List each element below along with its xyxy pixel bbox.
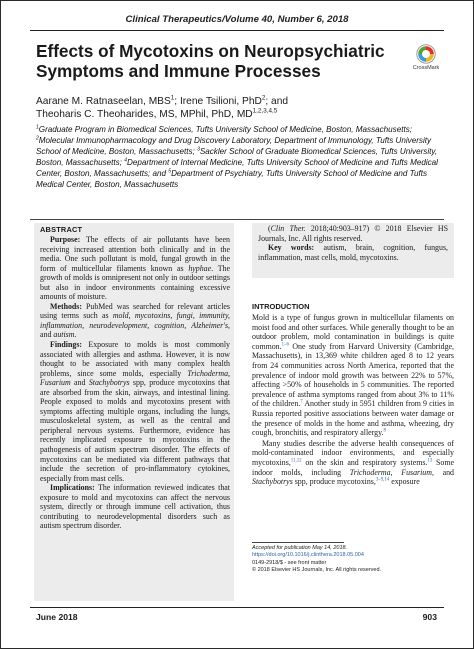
keywords-text: autism, brain, cognition, fungus, inflammation, mast cells, mold, mycotoxins. [258, 243, 448, 262]
affil-sup: 3 [197, 146, 200, 153]
doi-link[interactable]: https://doi.org/10.1016/j.clinthera.2018.05.004 [252, 552, 364, 559]
affiliation: Department of Psychiatry, Tufts University School of Medicine and Tufts Medical Center, Boston, Massachusetts [36, 169, 428, 189]
intro-text: , and [431, 467, 455, 477]
findings-italic-2: Stachybotrys [88, 378, 130, 388]
citation-text: 2018;40:903–917) © 2018 Elsevier HS Journals, Inc. All rights reserved. [258, 224, 448, 243]
intro-text: spp, produce mycotoxins, [292, 477, 376, 487]
crossmark-label: CrossMark [412, 65, 440, 71]
article-title: Effects of Mycotoxins on Neuropsychiatric Symptoms and Immune Processes [36, 41, 385, 81]
findings-text-3: spp, produce mycotoxins that are absorbed from the skin, airways, and intestinal lining. People exposed to molds and mycotoxins present with symptoms affecting multiple organs, including the lungs, musculoskeletal system, as well as the central and peripheral nervous systems. Furthermore, evidence has recently implicated exposure to mycotoxins in the pathogenesis of autism spectrum disorder. The effects of mycotoxins can be mediated via different pathways that include the secretion of pro-inflammatory cytokines, especially from mast cells. [40, 378, 230, 483]
affil-sup: 1 [36, 124, 39, 131]
affiliation: Molecular Immunopharmacology and Drug Discovery Laboratory, Department of Immunology, Tufts University School of Medicine, Boston, Massachusetts; [36, 136, 432, 156]
abstract-box-continued [252, 223, 454, 278]
affil-sup: 4 [124, 157, 127, 164]
crossmark-icon [416, 44, 436, 64]
author-affil-sup: 2 [261, 94, 266, 102]
affiliations [36, 124, 448, 190]
intro-text: Mold is a type of fungus grown in multicellular filaments on moist food and other surfaces. While generally thought to be an outdoor problem, mold contamination in buildings is quite common. [252, 313, 454, 351]
intro-text: Another study in 5951 children from 9 cities in Russia reported positive associations between water damage or the presence of molds in the home and asthma, wheezing, dry cough, bronchitis, and respiratory allergy. [252, 399, 454, 438]
crossmark-badge[interactable] [410, 44, 442, 71]
citation-line [258, 224, 448, 243]
keywords-label: Key words: [268, 243, 315, 253]
methods-italic-2: autism [53, 330, 75, 340]
accepted-date: Accepted for publication May 14, 2018. [252, 545, 348, 551]
abstract-methods [40, 302, 230, 340]
header-rule [30, 30, 444, 31]
intro-italic: Trichoderma, Fusarium [349, 467, 432, 477]
methods-text-2: , and [40, 320, 230, 340]
copyright-line: © 2018 Elsevier HS Journals, Inc. All rights reserved. [252, 566, 382, 573]
issue-date: June 2018 [36, 612, 78, 622]
intro-text: One study from Harvard University (Cambridge, Massachusetts), in 13,369 white children aged 8 to 12 years from 24 communities across North America, reported that the prevalence of indoor mold growth was between 22% to 57%, affecting >50% of households in 5 communities. The reported prevalence of asthma symptoms ranged from about 3% to 11% of the children. [252, 341, 454, 409]
implications-label: Implications: [50, 483, 95, 493]
abstract-purpose [40, 235, 230, 302]
footer-rule [30, 607, 444, 608]
implications-text: The information reviewed indicates that exposure to mold and mycotoxins can affect the nervous system, directly or through immune cell activation, thus contributing to neurodevelopmental disorders such as autism spectrum disorder. [40, 483, 230, 531]
author-list [36, 96, 446, 121]
introduction-heading: INTRODUCTION [252, 302, 310, 311]
intro-text: Some indoor molds, including [252, 457, 454, 477]
findings-text-2: and [70, 378, 89, 388]
reference-link[interactable]: 7 [300, 399, 303, 405]
methods-text-3: . [74, 330, 77, 340]
author-name: Theoharis C. Theoharides, MS, MPhil, PhD, MD [36, 108, 253, 120]
methods-italic: mold, mycotoxins, fungi, immunity, inflammation, neurodevelopment, cognition, Alzheimer's [40, 311, 230, 330]
author-name: ; Irene Tsilioni, PhD [174, 96, 262, 107]
intro-paragraph-1 [252, 313, 454, 438]
section-rule [30, 219, 444, 220]
intro-text: Many studies describe the adverse health consequences of mold-contaminated indoor environments, and especially mycotoxins, [252, 438, 454, 467]
methods-text: PubMed was searched for relevant articles using terms such as [40, 301, 230, 321]
author-name: Aarane M. Ratnaseelan, MBS [36, 96, 171, 107]
intro-text: exposure [389, 477, 420, 487]
intro-italic: Stachybotrys [252, 477, 293, 487]
author-affil-sup: 1,2,3,4,5 [252, 107, 278, 115]
purpose-label: Purpose: [50, 235, 81, 244]
keywords-line [258, 243, 448, 262]
abstract-implications [40, 483, 230, 531]
author-affil-sup: 1 [170, 94, 175, 102]
abstract-findings [40, 340, 230, 483]
citation-journal: Clin Ther. [270, 224, 306, 233]
abstract-box [34, 223, 234, 601]
findings-italic: Trichoderma, Fusarium [40, 368, 230, 388]
findings-text: Exposure to molds is most commonly associated with allergies and asthma. However, it is now thought to be associated with many complex health problems, since some molds, especially [40, 340, 230, 378]
introduction-body [252, 313, 454, 487]
findings-label: Findings: [50, 340, 83, 350]
issn-line: 0149-2918/$ - see front matter [252, 559, 327, 566]
reference-link[interactable]: 3–9,14 [375, 477, 390, 483]
affiliation: Sackler School of Graduate Biomedical Sciences, Tufts University, Boston, Massachusetts; [36, 147, 438, 167]
affil-sup: 5 [168, 168, 172, 175]
footnotes [252, 545, 454, 574]
purpose-text-2: . The growth of molds is omnipresent not only in outdoor settings but also in indoor environments containing excessive amounts of moisture. [40, 263, 231, 302]
purpose-italic: hyphae [188, 263, 212, 273]
citation-paren: ( [268, 224, 271, 233]
methods-label: Methods: [50, 301, 82, 311]
abstract-heading: ABSTRACT [40, 225, 83, 234]
reference-link[interactable]: 8 [383, 428, 386, 434]
affiliation: Department of Internal Medicine, Tufts University School of Medicine and Tufts Medical Center, Boston, Massachusetts; and [36, 158, 438, 178]
footnote-rule [252, 542, 344, 543]
reference-link[interactable]: 1–6 [281, 342, 289, 348]
intro-paragraph-2 [252, 439, 454, 487]
reference-link[interactable]: 11,12 [290, 458, 302, 464]
journal-header: Clinical Therapeutics/Volume 40, Number 6, 2018 [125, 14, 349, 25]
affiliation: Graduate Program in Biomedical Sciences, Tufts University School of Medicine, Boston, Massachusetts; [38, 125, 413, 134]
page-number: 903 [422, 612, 437, 622]
affil-sup: 2 [36, 135, 39, 142]
reference-link[interactable]: 13 [427, 458, 433, 464]
intro-text: on the skin and respiratory systems. [301, 457, 428, 467]
purpose-text: The effects of air pollutants have been receiving increased attention both clinically and in the media. One such pollutant is mold, fungal growth in the form of multicellular filaments known as [40, 235, 230, 273]
author-separator: ; and [265, 96, 289, 107]
